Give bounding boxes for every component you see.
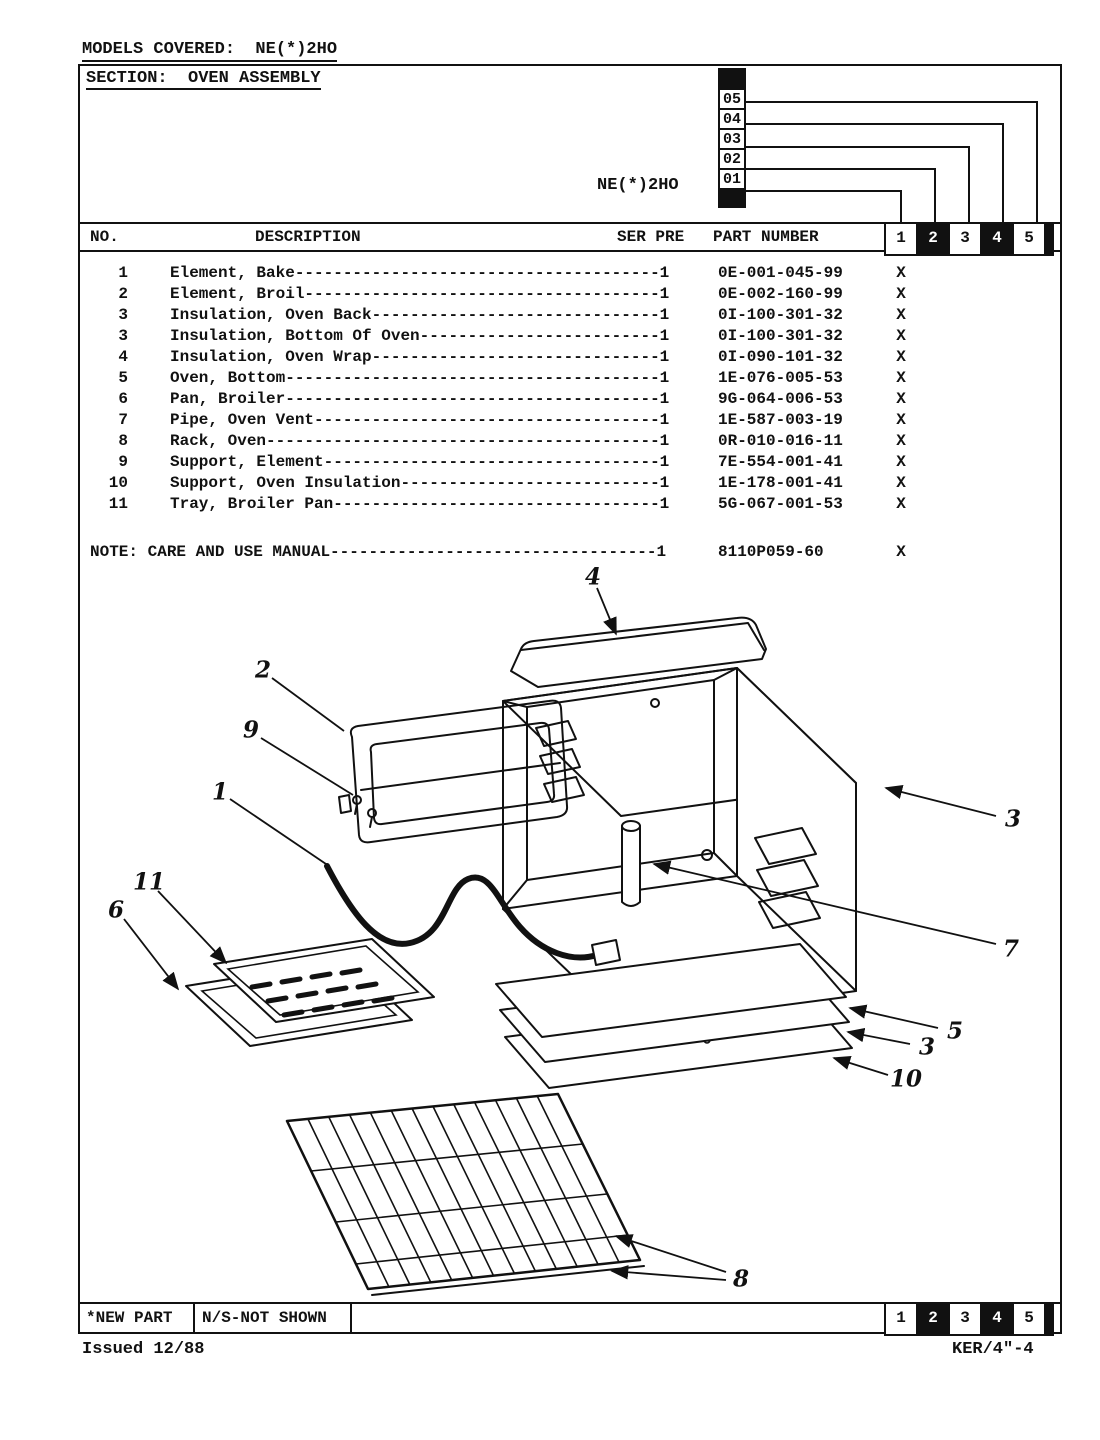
table-row xyxy=(78,389,1062,410)
row-description: Element, Bake--------------------------------------1 xyxy=(170,264,670,282)
model-code-label: NE(*)2HO xyxy=(597,176,679,195)
diagram-callout-2: 2 xyxy=(254,656,272,684)
diagram-callout-3: 3 xyxy=(918,1033,936,1061)
row-no: 7 xyxy=(118,411,128,429)
col-header-ser-pre: SER PRE xyxy=(617,228,685,246)
diagram-callout-3: 3 xyxy=(1004,805,1022,833)
legend-divider xyxy=(350,1304,352,1334)
col-header-description: DESCRIPTION xyxy=(255,228,361,246)
row-description: Oven, Bottom---------------------------------------1 xyxy=(170,369,670,387)
row-description: Insulation, Oven Back------------------------------1 xyxy=(170,306,670,324)
col-header-part-number: PART NUMBER xyxy=(713,228,819,246)
row-description: Support, Element-----------------------------------1 xyxy=(170,453,670,471)
series-col-4: 4 xyxy=(980,1302,1014,1336)
row-part-number: 0I-100-301-32 xyxy=(718,327,843,345)
series-tail xyxy=(1044,1302,1054,1336)
table-row xyxy=(78,326,1062,347)
table-row xyxy=(78,410,1062,431)
row-part-number: 0I-090-101-32 xyxy=(718,348,843,366)
table-row xyxy=(78,431,1062,452)
revision-box-02: 02 xyxy=(718,148,746,170)
diagram-callout-4: 4 xyxy=(584,563,602,591)
row-no: 10 xyxy=(108,474,128,492)
table-row xyxy=(78,452,1062,473)
diagram-callout-6: 6 xyxy=(107,896,125,924)
row-no: 3 xyxy=(118,327,128,345)
row-no: 11 xyxy=(108,495,128,513)
series-col-4: 4 xyxy=(980,222,1014,256)
row-part-number: 1E-076-005-53 xyxy=(718,369,843,387)
table-row xyxy=(78,347,1062,368)
table-row xyxy=(78,263,1062,284)
row-part-number: 9G-064-006-53 xyxy=(718,390,843,408)
revision-box-03: 03 xyxy=(718,128,746,150)
row-description: Tray, Broiler Pan----------------------------------1 xyxy=(170,495,670,513)
legend-new-part: *NEW PART xyxy=(86,1309,173,1327)
note-part-number: 8110P059-60 xyxy=(718,543,824,561)
row-series-mark: X xyxy=(896,390,906,408)
section-title: SECTION: OVEN ASSEMBLY xyxy=(86,69,321,88)
revision-stack xyxy=(718,68,746,208)
series-col-2: 2 xyxy=(916,1302,950,1336)
series-col-1: 1 xyxy=(884,1302,918,1336)
row-series-mark: X xyxy=(896,495,906,513)
diagram-callout-8: 8 xyxy=(732,1265,750,1293)
row-part-number: 1E-587-003-19 xyxy=(718,411,843,429)
row-description: Support, Oven Insulation---------------------------1 xyxy=(170,474,670,492)
row-part-number: 5G-067-001-53 xyxy=(718,495,843,513)
diagram-callout-10: 10 xyxy=(889,1065,923,1093)
revision-box-04: 04 xyxy=(718,108,746,130)
row-no: 3 xyxy=(118,306,128,324)
row-description: Insulation, Oven Wrap------------------------------1 xyxy=(170,348,670,366)
row-series-mark: X xyxy=(896,327,906,345)
models-covered-title: MODELS COVERED: NE(*)2HO xyxy=(82,40,337,62)
table-row xyxy=(78,494,1062,515)
row-no: 2 xyxy=(118,285,128,303)
row-part-number: 1E-178-001-41 xyxy=(718,474,843,492)
diagram-callout-7: 7 xyxy=(1002,935,1020,963)
diagram-callout-1: 1 xyxy=(211,778,229,806)
table-row xyxy=(78,473,1062,494)
col-header-no: NO. xyxy=(90,228,119,246)
row-part-number: 0I-100-301-32 xyxy=(718,306,843,324)
row-no: 5 xyxy=(118,369,128,387)
row-part-number: 0E-001-045-99 xyxy=(718,264,843,282)
row-series-mark: X xyxy=(896,474,906,492)
series-col-1: 1 xyxy=(884,222,918,256)
row-description: Element, Broil-------------------------------------1 xyxy=(170,285,670,303)
row-series-mark: X xyxy=(896,264,906,282)
series-col-2: 2 xyxy=(916,222,950,256)
series-col-3: 3 xyxy=(948,1302,982,1336)
revision-black-cap-bottom xyxy=(718,188,746,208)
legend-not-shown: N/S-NOT SHOWN xyxy=(202,1309,327,1327)
row-description: Insulation, Bottom Of Oven-------------------------1 xyxy=(170,327,670,345)
row-description: Pipe, Oven Vent------------------------------------1 xyxy=(170,411,670,429)
series-col-3: 3 xyxy=(948,222,982,256)
row-series-mark: X xyxy=(896,348,906,366)
series-col-5: 5 xyxy=(1012,222,1046,256)
row-part-number: 7E-554-001-41 xyxy=(718,453,843,471)
doc-code: KER/4"-4 xyxy=(952,1340,1034,1359)
row-series-mark: X xyxy=(896,369,906,387)
row-part-number: 0R-010-016-11 xyxy=(718,432,843,450)
series-tail xyxy=(1044,222,1054,256)
row-no: 9 xyxy=(118,453,128,471)
revision-box-05: 05 xyxy=(718,88,746,110)
legend-divider xyxy=(193,1304,195,1334)
row-no: 1 xyxy=(118,264,128,282)
note-series-mark: X xyxy=(896,543,906,561)
row-description: Pan, Broiler---------------------------------------1 xyxy=(170,390,670,408)
legend-bar xyxy=(78,1302,1062,1334)
diagram-callout-5: 5 xyxy=(946,1017,964,1045)
row-no: 8 xyxy=(118,432,128,450)
row-series-mark: X xyxy=(896,285,906,303)
diagram-callout-9: 9 xyxy=(242,716,260,744)
parts-table-body xyxy=(78,263,1062,515)
row-series-mark: X xyxy=(896,432,906,450)
row-no: 6 xyxy=(118,390,128,408)
series-columns-footer xyxy=(884,1302,1054,1336)
table-row xyxy=(78,305,1062,326)
note-row xyxy=(78,542,1062,563)
row-part-number: 0E-002-160-99 xyxy=(718,285,843,303)
row-series-mark: X xyxy=(896,411,906,429)
row-no: 4 xyxy=(118,348,128,366)
diagram-callout-11: 11 xyxy=(132,868,166,896)
table-row xyxy=(78,284,1062,305)
row-description: Rack, Oven-----------------------------------------1 xyxy=(170,432,670,450)
series-col-5: 5 xyxy=(1012,1302,1046,1336)
issued-date: Issued 12/88 xyxy=(82,1340,205,1359)
parts-table-header xyxy=(78,222,1062,252)
table-row xyxy=(78,368,1062,389)
note-text: NOTE: CARE AND USE MANUAL----------------------------------1 xyxy=(90,543,667,561)
row-series-mark: X xyxy=(896,306,906,324)
revision-black-cap-top xyxy=(718,68,746,90)
row-series-mark: X xyxy=(896,453,906,471)
revision-box-01: 01 xyxy=(718,168,746,190)
series-columns-header xyxy=(884,222,1054,256)
